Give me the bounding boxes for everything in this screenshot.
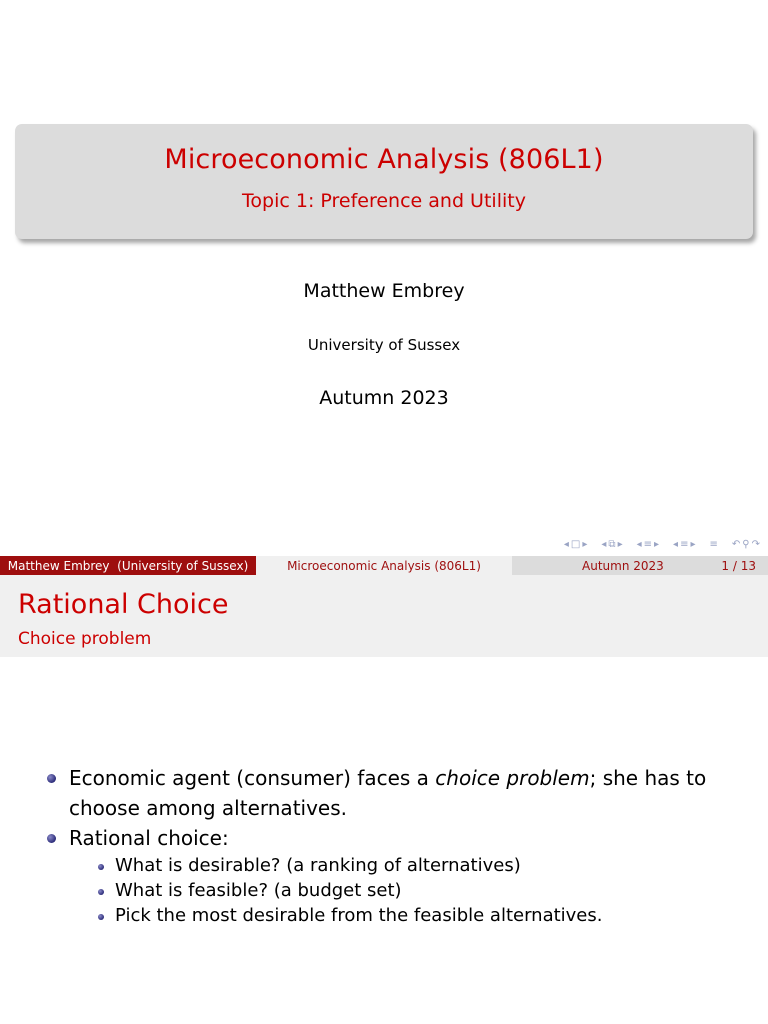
- presentation-title: Microeconomic Analysis (806L1): [164, 144, 604, 175]
- bullet-emphasis: choice problem: [435, 766, 590, 790]
- bullet-item: [44, 763, 734, 823]
- nav-subsection-icon[interactable]: ⧉: [608, 539, 616, 550]
- bullet-item: [44, 823, 734, 928]
- nav-subsection-prev-icon[interactable]: ◂: [601, 539, 607, 550]
- presentation-date: Autumn 2023: [319, 387, 449, 409]
- bullet-icon: [47, 774, 56, 783]
- frame-subtitle: Choice problem: [18, 629, 152, 649]
- nav-forward-icon[interactable]: ↷: [751, 539, 760, 550]
- frame-header: [0, 575, 768, 657]
- institute-name: University of Sussex: [307, 336, 461, 354]
- footer-date: Autumn 2023: [582, 558, 664, 573]
- sub-bullet-text: What is desirable? (a ranking of alternatives): [115, 855, 521, 876]
- sub-bullet-list: [69, 853, 734, 928]
- sub-bullet-item: [91, 853, 734, 878]
- footer-date-page: [512, 556, 768, 575]
- nav-part-icon[interactable]: ≡: [680, 539, 689, 550]
- nav-section-prev-icon[interactable]: ◂: [636, 539, 642, 550]
- nav-next-icon[interactable]: ▸: [582, 539, 588, 550]
- bullet-text-before: Economic agent (consumer) faces a: [69, 766, 436, 790]
- sub-bullet-text: What is feasible? (a budget set): [115, 880, 402, 901]
- nav-part-next-icon[interactable]: ▸: [690, 539, 696, 550]
- beamer-navigation-bar: [564, 537, 760, 553]
- sub-bullet-icon: [98, 889, 104, 895]
- sub-bullet-icon: [98, 914, 104, 920]
- sub-bullet-item: [91, 878, 734, 903]
- nav-prev-icon[interactable]: ◂: [563, 539, 569, 550]
- nav-part-prev-icon[interactable]: ◂: [673, 539, 679, 550]
- nav-section-next-icon[interactable]: ▸: [654, 539, 660, 550]
- nav-toc-icon[interactable]: ≡: [709, 539, 718, 550]
- nav-back-icon[interactable]: ↶: [731, 539, 741, 550]
- sub-bullet-item: [91, 903, 734, 928]
- nav-frame-icon[interactable]: □: [570, 539, 581, 550]
- footer-page-number: 1 / 13: [721, 558, 756, 573]
- nav-subsection-next-icon[interactable]: ▸: [617, 539, 623, 550]
- bullet-list: [44, 763, 734, 928]
- bullet-text-after: ; she has to choose among alternatives.: [69, 766, 707, 820]
- bullet-text: Rational choice:: [69, 826, 229, 850]
- sub-bullet-text: Pick the most desirable from the feasible alternatives.: [115, 905, 603, 926]
- footer-short-title: Microeconomic Analysis (806L1): [256, 556, 512, 575]
- bullet-icon: [47, 834, 56, 843]
- frame-title: Rational Choice: [18, 589, 229, 620]
- title-block: [15, 124, 753, 239]
- footer-author-institute: Matthew Embrey (University of Sussex): [0, 556, 256, 575]
- nav-search-icon[interactable]: ⚲: [742, 539, 750, 550]
- author-name: Matthew Embrey: [303, 280, 465, 302]
- content-slide: [0, 575, 768, 1024]
- sub-bullet-icon: [98, 864, 104, 870]
- slide-footer: [0, 556, 768, 575]
- nav-section-icon[interactable]: ≡: [643, 539, 653, 550]
- presentation-subtitle: Topic 1: Preference and Utility: [242, 190, 526, 212]
